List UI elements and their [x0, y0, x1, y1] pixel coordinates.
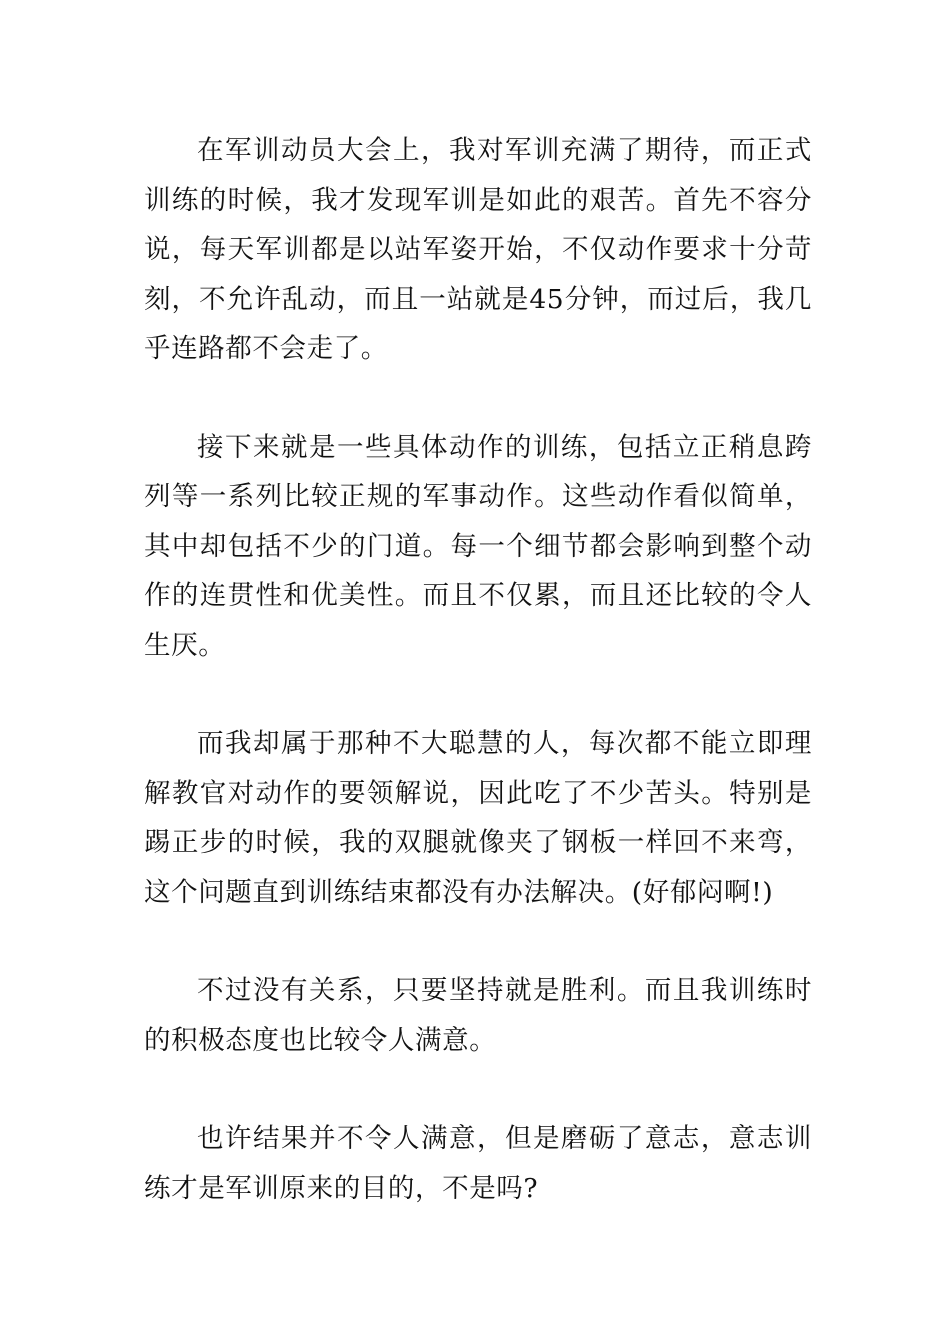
paragraph: 也许结果并不令人满意，但是磨砺了意志，意志训练才是军训原来的目的，不是吗? [144, 1123, 812, 1204]
paragraph: 接下来就是一些具体动作的训练，包括立正稍息跨列等一系列比较正规的军事动作。这些动作看似简单，其中却包括不少的门道。每一个细节都会影响到整个动作的连贯性和优美性。而且不仅累，而且还比较的令人生厌。 [144, 431, 812, 661]
paragraph: 不过没有关系，只要坚持就是胜利。而且我训练时的积极态度也比较令人满意。 [144, 975, 812, 1056]
paragraph: 而我却属于那种不大聪慧的人，每次都不能立即理解教官对动作的要领解说，因此吃了不少苦头。特别是踢正步的时候，我的双腿就像夹了钢板一样回不来弯，这个问题直到训练结束都没有办法解决。(好郁闷啊!) [144, 728, 812, 908]
document-body [144, 126, 812, 1262]
paragraph: 在军训动员大会上，我对军训充满了期待，而正式训练的时候，我才发现军训是如此的艰苦。首先不容分说，每天军训都是以站军姿开始，不仅动作要求十分苛刻，不允许乱动，而且一站就是45分钟，而过后，我几乎连路都不会走了。 [144, 135, 812, 364]
